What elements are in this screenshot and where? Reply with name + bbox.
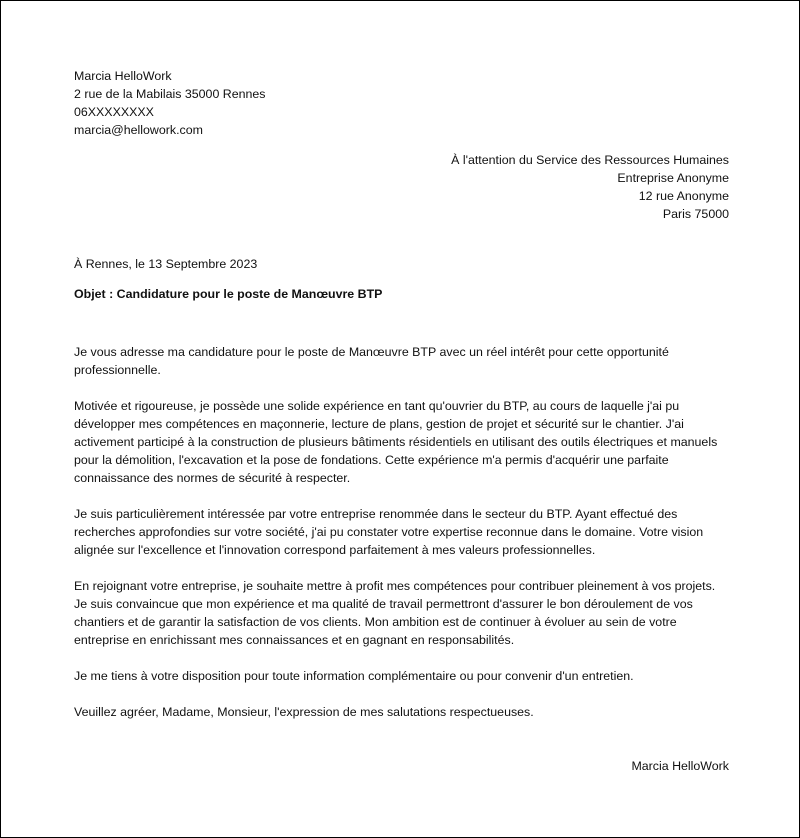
paragraph-intro: Je vous adresse ma candidature pour le poste de Manœuvre BTP avec un réel intérêt pour cette opportunité professionnelle. <box>74 345 669 377</box>
date-line: À Rennes, le 13 Septembre 2023 <box>74 257 258 271</box>
paragraph-company-interest: Je suis particulièrement intéressée par votre entreprise renommée dans le secteur du BTP. Ayant effectué des recherches approfondies sur votre société, j'ai pu constater votre expertise reconnue dans le domaine. Votre vision alignée sur l'excellence et l'innovation correspond parfaitement à mes valeurs professionnelles. <box>74 507 704 557</box>
recipient-street: 12 rue Anonyme <box>638 189 729 203</box>
recipient-attention: À l'attention du Service des Ressources Humaines <box>451 153 729 167</box>
sender-phone: 06XXXXXXXX <box>74 105 154 119</box>
recipient-company: Entreprise Anonyme <box>617 171 729 185</box>
signature: Marcia HelloWork <box>631 759 729 773</box>
sender-email: marcia@hellowork.com <box>74 123 203 137</box>
recipient-block <box>74 151 729 223</box>
sender-address: 2 rue de la Mabilais 35000 Rennes <box>74 87 266 101</box>
sender-block <box>74 67 729 139</box>
letter-body <box>74 343 729 739</box>
paragraph-availability: Je me tiens à votre disposition pour toute information complémentaire ou pour convenir d'un entretien. <box>74 669 634 683</box>
sender-name: Marcia HelloWork <box>74 69 172 83</box>
subject-line: Objet : Candidature pour le poste de Manœuvre BTP <box>74 287 383 301</box>
paragraph-experience: Motivée et rigoureuse, je possède une solide expérience en tant qu'ouvrier du BTP, au cours de laquelle j'ai pu développer mes compétences en maçonnerie, lecture de plans, gestion de projet et sécurité sur le chantier. J'ai activement participé à la construction de plusieurs bâtiments résidentiels en utilisant des outils électriques et manuels pour la démolition, l'excavation et la pose de fondations. Cette expérience m'a permis d'acquérir une parfaite connaissance des normes de sécurité à respecter. <box>74 399 718 485</box>
recipient-city: Paris 75000 <box>662 207 729 221</box>
paragraph-closing: Veuillez agréer, Madame, Monsieur, l'expression de mes salutations respectueuses. <box>74 705 534 719</box>
paragraph-motivation: En rejoignant votre entreprise, je souhaite mettre à profit mes compétences pour contribuer pleinement à vos projets. Je suis convaincue que mon expérience et ma qualité de travail permettront d'assurer le bon déroulement de vos chantiers et de garantir la satisfaction de vos clients. Mon ambition est de continuer à évoluer au sein de votre entreprise en enrichissant mes connaissances et en gagnant en responsabilités. <box>74 579 716 647</box>
